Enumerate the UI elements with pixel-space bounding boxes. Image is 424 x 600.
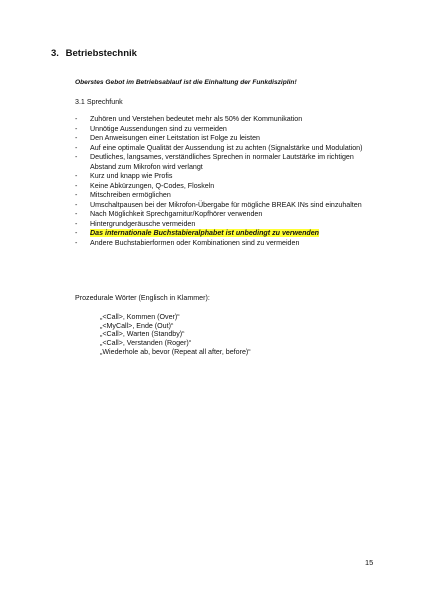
procedural-words-heading: Prozedurale Wörter (Englisch in Klammer): [75, 294, 210, 302]
list-item: - Umschaltpausen bei der Mikrofon-Übergabe für mögliche BREAK INs sind einzuhalten [75, 200, 362, 209]
list-item: - Deutliches, langsames, verständliches Sprechen in normaler Lautstärke im richtigen Abstand zum Mikrofon wird verlangt [75, 153, 354, 171]
rules-list [75, 115, 365, 248]
rule-text: Mitschreiben ermöglichen [90, 191, 171, 199]
rule-text: Den Anweisungen einer Leitstation ist Folge zu leisten [90, 134, 260, 142]
phrase-item: „<MyCall>, Ende (Out)“ [100, 321, 174, 330]
rule-text: Keine Abkürzungen, Q-Codes, Floskeln [90, 181, 215, 190]
rule-text: Andere Buchstabierformen oder Kombinationen sind zu vermeiden [90, 238, 300, 247]
list-item: - Keine Abkürzungen, Q-Codes, Floskeln [75, 181, 215, 190]
phrase-item: „<Call>, Verstanden (Roger)“ [100, 339, 192, 348]
list-item: - Auf eine optimale Qualität der Aussendung ist zu achten (Signalstärke und Modulation) [75, 143, 363, 152]
section-heading [51, 48, 137, 59]
section-title: Betriebstechnik [65, 48, 137, 59]
highlighted-list-item: - Das internationale Buchstabieralphabet ist unbedingt zu verwenden [75, 229, 320, 237]
procedural-phrases-list [100, 313, 251, 357]
rule-text: Auf eine optimale Qualität der Aussendung ist zu achten (Signalstärke und Modulation) [90, 143, 363, 152]
phrase-item: „<Call>, Warten (Standby)“ [100, 330, 185, 339]
motto-text: Oberstes Gebot im Betriebsablauf ist die Einhaltung der Funkdisziplin! [75, 79, 297, 86]
highlighted-rule-text: Das internationale Buchstabieralphabet ist unbedingt zu verwenden [90, 229, 320, 237]
rule-text: Kurz und knapp wie Profis [90, 172, 173, 180]
rule-text: Hintergrundgeräusche vermeiden [90, 219, 196, 228]
rule-text: Unnötige Aussendungen sind zu vermeiden [90, 124, 227, 133]
list-item: - Zuhören und Verstehen bedeutet mehr als 50% der Kommunikation [75, 115, 303, 123]
phrase-item: „<Call>, Kommen (Over)“ [100, 313, 180, 321]
rule-text: Zuhören und Verstehen bedeutet mehr als 50% der Kommunikation [90, 115, 303, 123]
page-number: 15 [365, 558, 374, 567]
list-item: - Den Anweisungen einer Leitstation ist Folge zu leisten [75, 134, 260, 142]
list-item: - Andere Buchstabierformen oder Kombinationen sind zu vermeiden [75, 238, 300, 247]
list-item: - Hintergrundgeräusche vermeiden [75, 219, 196, 228]
phrase-item: „Wiederhole ab, bevor (Repeat all after, before)“ [100, 347, 251, 356]
list-item: - Kurz und knapp wie Profis [75, 172, 173, 180]
rule-text: Umschaltpausen bei der Mikrofon-Übergabe für mögliche BREAK INs sind einzuhalten [90, 200, 362, 209]
list-item: - Unnötige Aussendungen sind zu vermeiden [75, 124, 227, 133]
section-number: 3. [51, 48, 59, 59]
list-item: - Nach Möglichkeit Sprechgarnitur/Kopfhörer verwenden [75, 210, 263, 218]
rule-text: Deutliches, langsames, verständliches Sprechen in normaler Lautstärke im richtigen Abstand zum Mikrofon wird verlangt [90, 153, 354, 171]
list-item: - Mitschreiben ermöglichen [75, 191, 171, 199]
subsection-heading: 3.1 Sprechfunk [75, 98, 123, 106]
rule-text: Nach Möglichkeit Sprechgarnitur/Kopfhörer verwenden [90, 210, 263, 218]
